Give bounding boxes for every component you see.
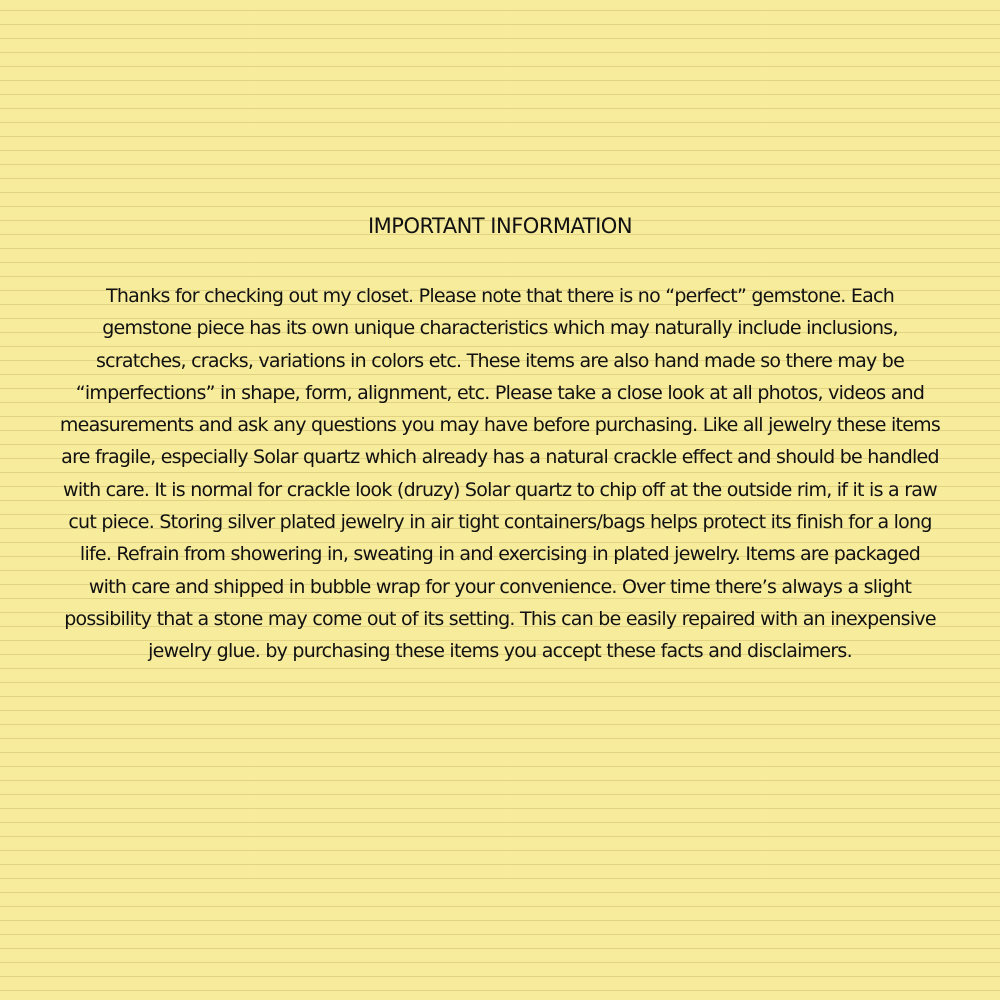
notice-line: measurements and ask any questions you may have before purchasing. Like all jewelry these items [59, 414, 941, 437]
notice-line: “imperfections” in shape, form, alignment, etc. Please take a close look at all photos, videos and [75, 381, 925, 404]
notice-card [20, 210, 980, 668]
notice-line: jewelry glue. by purchasing these items you accept these facts and disclaimers. [148, 640, 852, 663]
notice-body [20, 280, 980, 668]
notice-line: gemstone piece has its own unique characteristics which may naturally include inclusions, [102, 317, 898, 340]
notice-line: possibility that a stone may come out of its setting. This can be easily repaired with an inexpensive [64, 607, 936, 630]
notice-line: with care. It is normal for crackle look (druzy) Solar quartz to chip off at the outside rim, if it is a raw [63, 478, 937, 501]
notice-title: IMPORTANT INFORMATION [367, 214, 633, 238]
notice-line: are fragile, especially Solar quartz which already has a natural crackle effect and should be handled [61, 446, 939, 469]
notice-line: scratches, cracks, variations in colors etc. These items are also hand made so there may be [95, 349, 905, 372]
notice-line: Thanks for checking out my closet. Please note that there is no “perfect” gemstone. Each [105, 285, 895, 307]
notice-line: cut piece. Storing silver plated jewelry in air tight containers/bags helps protect its finish for a long [68, 511, 932, 534]
notice-line: life. Refrain from showering in, sweating in and exercising in plated jewelry. Items are packaged [79, 543, 921, 566]
notice-line: with care and shipped in bubble wrap for your convenience. Over time there’s always a slight [88, 575, 912, 598]
